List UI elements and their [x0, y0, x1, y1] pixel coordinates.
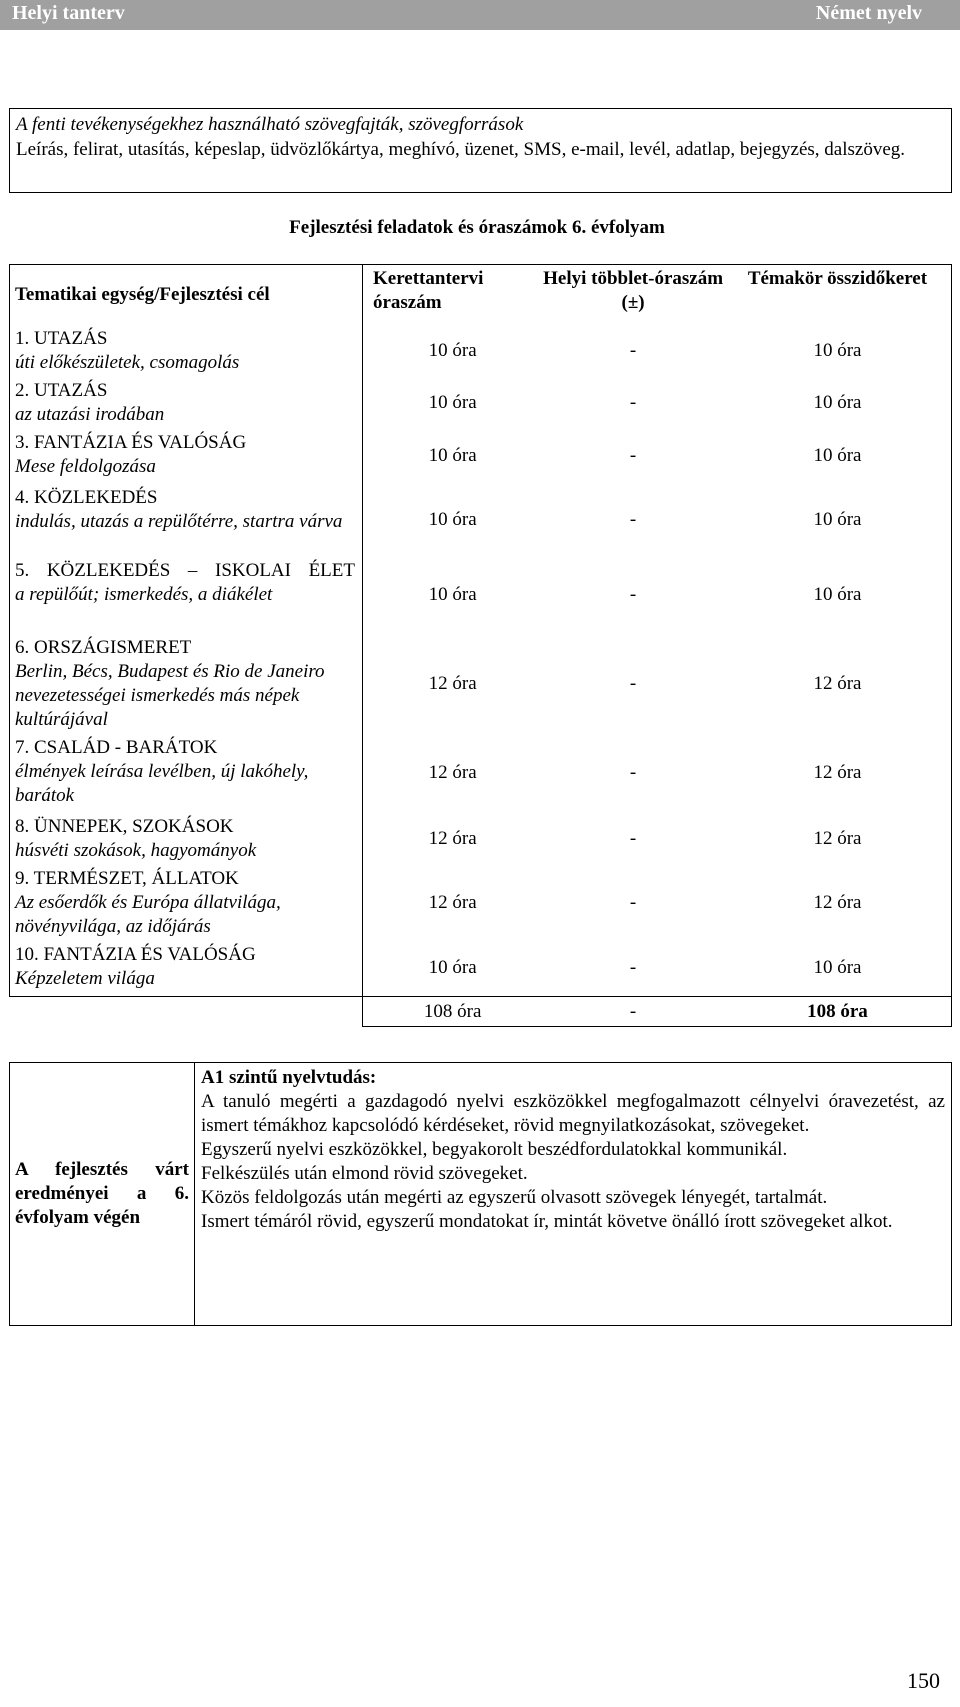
outcomes-table [9, 1062, 952, 1326]
local-hours: - [629, 584, 637, 605]
topic-cell [10, 941, 363, 997]
local-hours: - [629, 391, 637, 413]
topic-cell [10, 634, 363, 734]
topic-title: 8. ÜNNEPEK, SZOKÁSOK [15, 815, 234, 837]
local-hours: - [629, 509, 637, 530]
framework-hours: 10 óra [362, 429, 542, 484]
local-hours: - [629, 957, 637, 979]
header-framework: Kerettantervi óraszám [362, 265, 542, 325]
topic-subtitle: indulás, utazás a repülőtérre, startra várva [15, 510, 343, 532]
text-types-body: Leírás, felirat, utasítás, képeslap, üdvözlőkártya, meghívó, üzenet, SMS, e-mail, levél, adatlap, bejegyzés, dalszöveg. [16, 139, 906, 160]
table-row [10, 734, 952, 813]
total-hours: 12 óra [724, 634, 952, 734]
header-topic: Tematikai egység/Fejlesztési cél [10, 265, 363, 325]
header-right-title: Német nyelv [815, 2, 922, 24]
header-left-title: Helyi tanterv [12, 2, 125, 24]
framework-hours: 10 óra [362, 325, 542, 377]
table-header-row [10, 265, 952, 325]
page-number: 150 [907, 1668, 940, 1693]
topic-title: 10. FANTÁZIA ÉS VALÓSÁG [15, 943, 256, 965]
header-local: Helyi többlet-óraszám (±) [542, 265, 724, 325]
topic-title: 7. CSALÁD - BARÁTOK [15, 736, 218, 758]
table-row [10, 557, 952, 634]
topic-subtitle: az utazási irodában [15, 403, 165, 425]
local-hours: - [629, 827, 637, 849]
topic-subtitle: Berlin, Bécs, Budapest és Rio de Janeiro nevezetességei ismerkedés más népek kultúrájával [15, 660, 325, 730]
local-hours: - [629, 891, 637, 913]
local-hours: - [629, 762, 637, 783]
table-row [10, 325, 952, 377]
page-header [0, 0, 960, 30]
text-types-box [9, 108, 952, 193]
framework-hours: 12 óra [362, 865, 542, 941]
topic-cell [10, 484, 363, 557]
outcome-item: Egyszerű nyelvi eszközökkel, begyakorolt beszédfordulatokkal kommunikál. [201, 1139, 788, 1160]
topic-subtitle: úti előkészületek, csomagolás [15, 351, 240, 373]
topic-subtitle: a repülőút; ismerkedés, a diákélet [15, 583, 273, 605]
text-types-title: A fenti tevékenységekhez használható szövegfajták, szövegforrások [16, 114, 524, 135]
local-hours: - [629, 672, 637, 694]
topic-cell [10, 377, 363, 429]
total-hours: 10 óra [724, 325, 952, 377]
local-hours: - [629, 445, 637, 466]
topic-cell [10, 734, 363, 813]
table-row [10, 813, 952, 865]
topic-subtitle: Az esőerdők és Európa állatvilága, növényvilága, az időjárás [15, 891, 281, 937]
topic-title: 9. TERMÉSZET, ÁLLATOK [15, 867, 239, 889]
total-row [10, 997, 952, 1027]
topic-cell [10, 429, 363, 484]
table-row [10, 429, 952, 484]
total-hours: 10 óra [724, 429, 952, 484]
topic-cell [10, 813, 363, 865]
outcomes-title: A1 szintű nyelvtudás: [201, 1067, 377, 1088]
topic-subtitle: Mese feldolgozása [15, 455, 156, 477]
topic-title: 5. KÖZLEKEDÉS – ISKOLAI ÉLET [15, 559, 355, 581]
framework-hours: 10 óra [362, 941, 542, 997]
outcome-item: Ismert témáról rövid, egyszerű mondatokat ír, mintát követve önálló írott szövegeket alkot. [201, 1211, 893, 1232]
topic-cell [10, 557, 363, 634]
topic-cell [10, 325, 363, 377]
topic-title: 3. FANTÁZIA ÉS VALÓSÁG [15, 431, 247, 453]
table-row [10, 484, 952, 557]
outcomes-label: A fejlesztés várt eredményei a 6. évfolyam végén [10, 1063, 195, 1326]
framework-hours: 10 óra [362, 377, 542, 429]
table-row [10, 634, 952, 734]
topic-subtitle: húsvéti szokások, hagyományok [15, 839, 257, 861]
total-hours: 10 óra [724, 377, 952, 429]
outcomes-content [195, 1063, 952, 1326]
header-total: Témakör összidőkeret [724, 265, 952, 325]
outcome-item: Közös feldolgozás után megérti az egyszerű olvasott szövegek lényegét, tartalmát. [201, 1187, 828, 1208]
total-hours: 10 óra [724, 557, 952, 634]
total-framework-hours: 108 óra [362, 997, 542, 1027]
topic-title: 6. ORSZÁGISMERET [15, 636, 192, 658]
topic-cell [10, 865, 363, 941]
total-hours: 12 óra [724, 865, 952, 941]
table-row [10, 377, 952, 429]
section-title-text: Fejlesztési feladatok és óraszámok 6. évfolyam [289, 217, 665, 238]
topic-title: 1. UTAZÁS [15, 327, 108, 349]
topic-subtitle: élmények leírása levélben, új lakóhely, barátok [15, 760, 309, 806]
table-row [10, 865, 952, 941]
framework-hours: 10 óra [362, 484, 542, 557]
topic-title: 2. UTAZÁS [15, 379, 108, 401]
topic-subtitle: Képzeletem világa [15, 967, 155, 989]
outcome-item: Felkészülés után elmond rövid szövegeket. [201, 1163, 528, 1184]
total-hours: 10 óra [724, 484, 952, 557]
framework-hours: 12 óra [362, 734, 542, 813]
local-hours: - [629, 339, 637, 361]
total-overall-hours: 108 óra [724, 997, 952, 1027]
total-hours: 10 óra [724, 941, 952, 997]
hours-table [9, 264, 952, 1027]
section-title [0, 217, 960, 239]
outcome-item: A tanuló megérti a gazdagodó nyelvi eszközökkel megfogalmazott célnyelvi óravezetést, az ismert témákhoz kapcsolódó kérdéseket, rövid megnyilatkozásokat, szövegeket. [201, 1091, 945, 1136]
total-row-spacer [10, 997, 363, 1027]
total-local-hours: - [542, 997, 724, 1027]
framework-hours: 12 óra [362, 634, 542, 734]
outcomes-row [10, 1063, 952, 1326]
total-hours: 12 óra [724, 734, 952, 813]
total-hours: 12 óra [724, 813, 952, 865]
framework-hours: 12 óra [362, 813, 542, 865]
framework-hours: 10 óra [362, 557, 542, 634]
topic-title: 4. KÖZLEKEDÉS [15, 486, 158, 508]
table-row [10, 941, 952, 997]
